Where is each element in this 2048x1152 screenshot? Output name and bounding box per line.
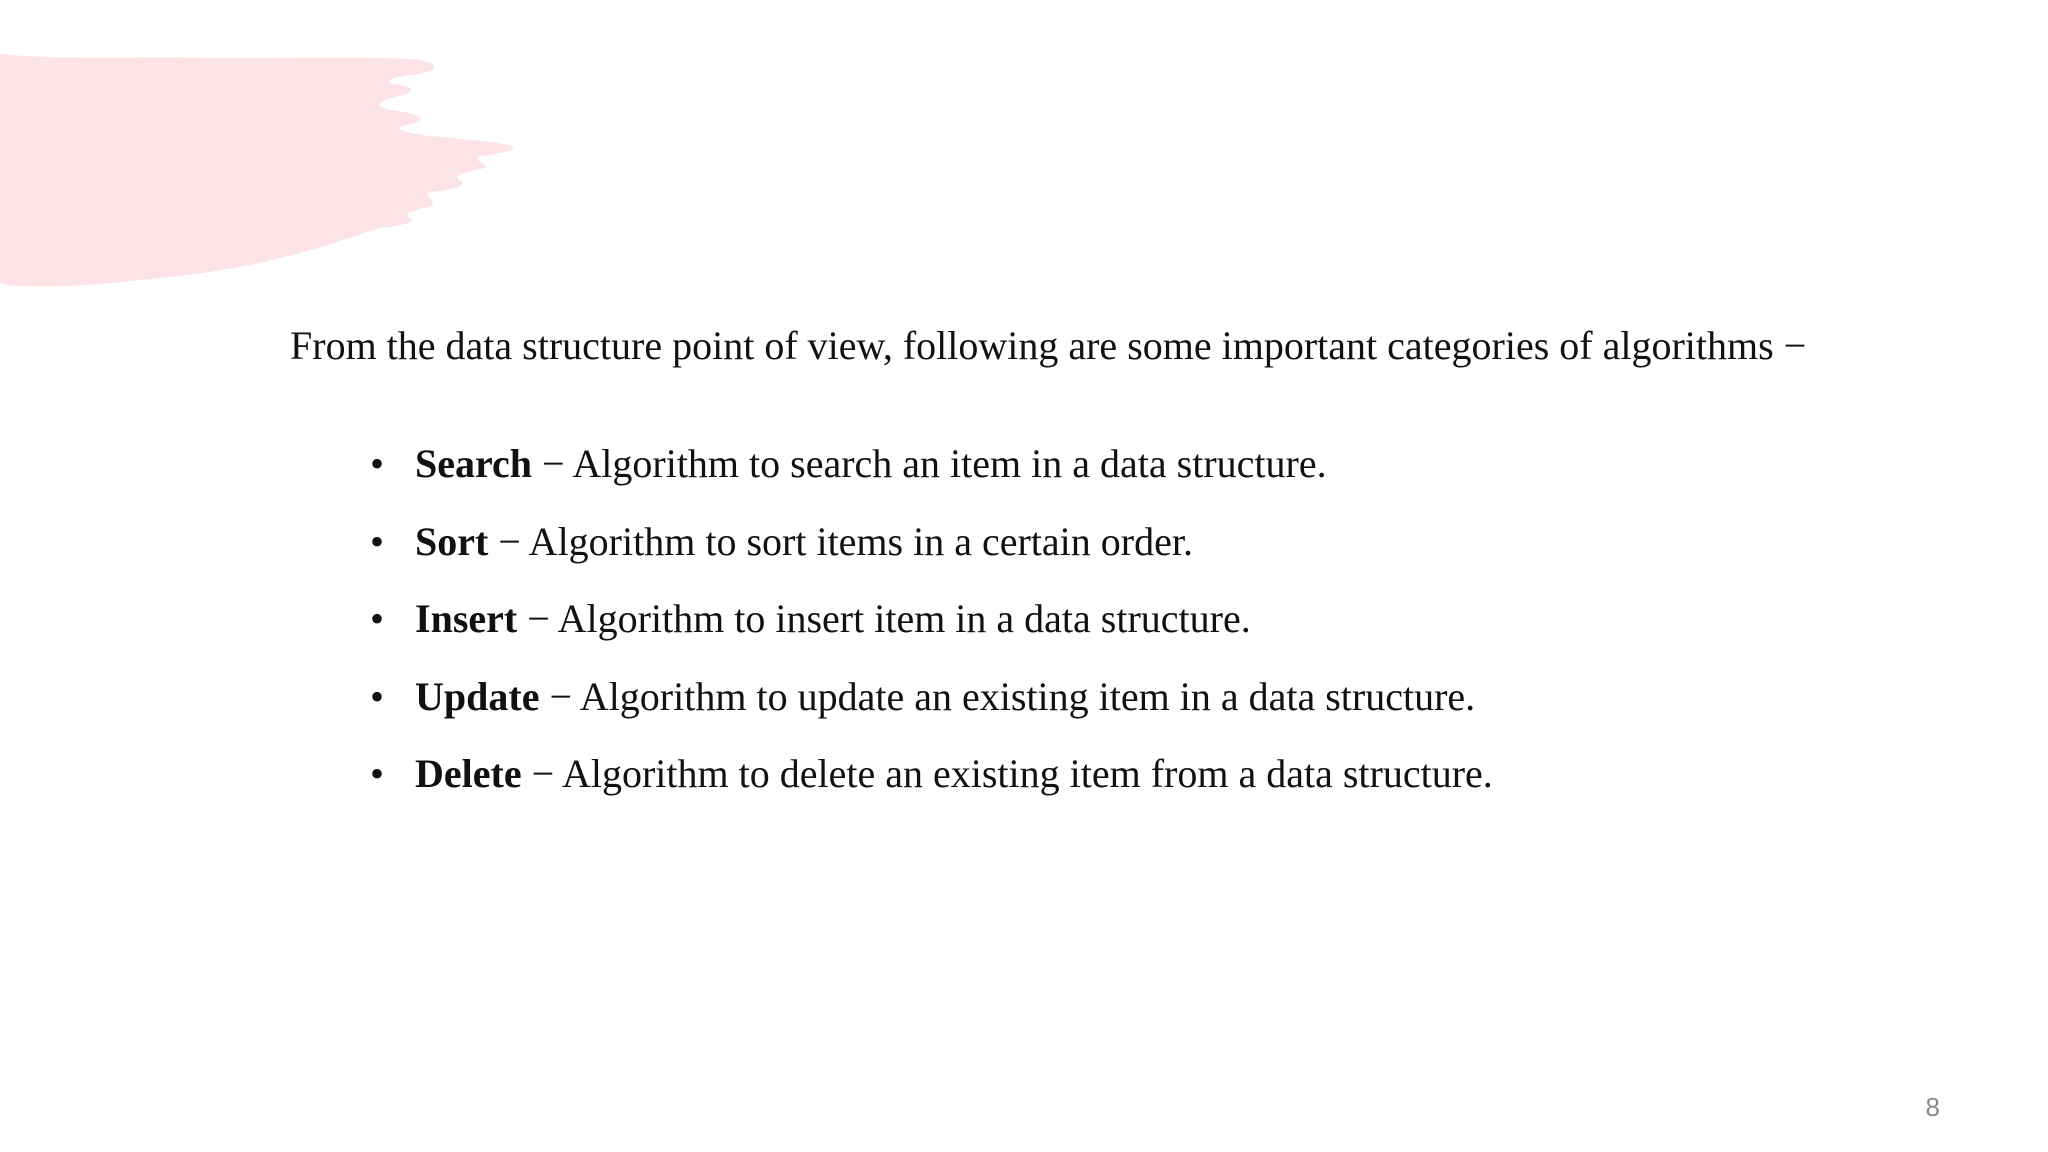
bullet-dot: •: [370, 441, 385, 486]
list-item-insert: [370, 591, 1493, 669]
description-delete: − Algorithm to delete an existing item from a data structure.: [521, 751, 1493, 796]
list-item-update: [370, 669, 1493, 747]
bullet-dot: •: [370, 673, 385, 719]
term-search: Search: [415, 441, 533, 486]
term-update: Update: [415, 673, 540, 719]
bullet-dot: •: [370, 518, 385, 564]
description-insert: − Algorithm to insert item in a data structure.: [517, 596, 1251, 641]
brush-shape: [0, 54, 513, 287]
bullet-dot: •: [370, 596, 385, 641]
term-sort: Sort: [415, 518, 489, 564]
bullet-dot: •: [370, 751, 385, 796]
term-delete: Delete: [415, 751, 522, 796]
term-insert: Insert: [415, 596, 518, 641]
slide-page-number: 8: [1925, 1092, 1940, 1122]
list-item-search: [370, 436, 1493, 514]
list-item-sort: [370, 514, 1493, 592]
pink-brush-stroke-decoration: [0, 50, 520, 300]
description-update: − Algorithm to update an existing item in a data structure.: [539, 673, 1476, 719]
algorithm-categories-list: [370, 436, 1493, 824]
description-sort: − Algorithm to sort items in a certain order.: [488, 518, 1193, 564]
description-search: − Algorithm to search an item in a data structure.: [532, 441, 1327, 486]
intro-text: From the data structure point of view, following are some important categories of algorithms −: [290, 323, 1807, 368]
list-item-delete: [370, 746, 1493, 824]
